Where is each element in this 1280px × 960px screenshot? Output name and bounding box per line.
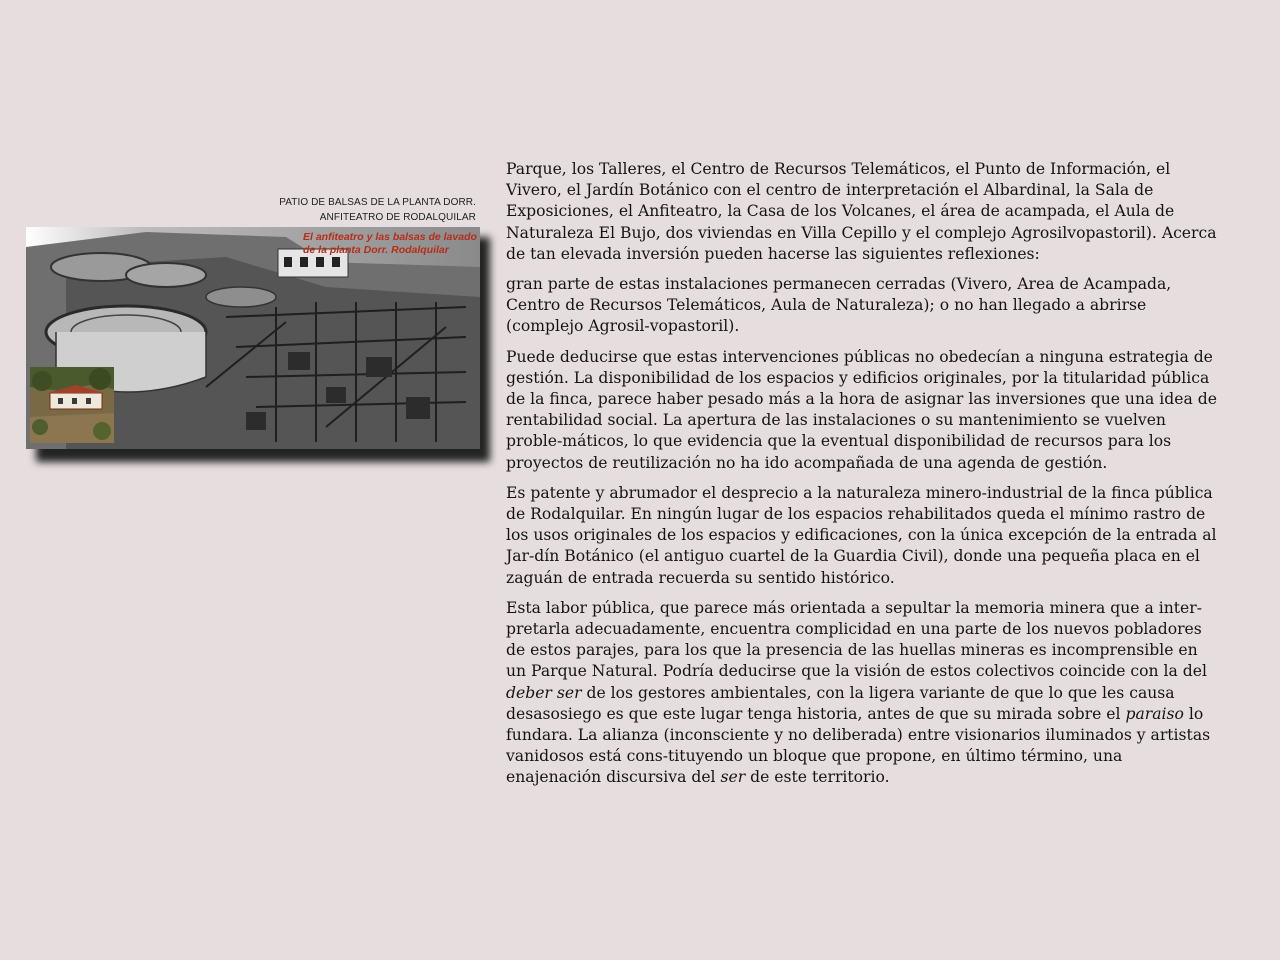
paragraph-2: gran parte de estas instalaciones permanecen cerradas (Vivero, Area de Acampada, Centro de Recursos Telemáticos, Aula de Naturaleza); o no han llegado a abrirse (complejo Agrosil-vopastoril). (506, 275, 1172, 336)
inset-photo (30, 367, 114, 443)
paragraph-5-part-4: de este territorio. (745, 768, 890, 787)
overlay-line-2: de la planta Dorr. Rodalquilar (303, 244, 449, 256)
overlay-line-1: El anfiteatro y las balsas de lavado (303, 231, 477, 243)
caption-line-1: PATIO DE BALSAS DE LA PLANTA DORR. (279, 197, 476, 208)
inset-landscape (30, 367, 114, 443)
paragraph-3: Puede deducirse que estas intervenciones públicas no obedecían a ninguna estrategia de gestión. La disponibilidad de los espacios y edificios originales, por la titularidad pública de la finca, parece haber pesado más a la hora de asignar las inversiones que una idea de rentabilidad social. La apertura de las instalaciones o su mantenimiento se vuelven proble-máticos, lo que evidencia que la eventual disponibilidad de recursos para los proyectos de reutilización no ha ido acompañada de una agenda de gestión. (506, 347, 1217, 472)
photo-frame (26, 227, 480, 449)
paragraph-1: Parque, los Talleres, el Centro de Recursos Telemáticos, el Punto de Información, el Vivero, el Jardín Botánico con el centro de interpretación el Albardinal, la Sala de Exposiciones, el Anfiteatro, la Casa de los Volcanes, el área de acampada, el Aula de Naturaleza El Bujo, dos viviendas en Villa Cepillo y el complejo Agrosilvopastoril). Acerca de tan elevada inversión pueden hacerse las siguientes reflexiones: (506, 160, 1217, 263)
paragraph-5-part-2: de los gestores ambientales, con la ligera variante de que lo que les causa desasosiego es que este lugar tenga historia, antes de que su mirada sobre el (506, 683, 1175, 723)
paragraph-5 (506, 598, 1222, 789)
caption-line-2: ANFITEATRO DE RODALQUILAR (319, 212, 476, 223)
article-body (506, 159, 1222, 798)
paragraph-5-part-3: lo fundara. La alianza (inconsciente y no deliberada) entre visionarios iluminados y artistas vanidosos está cons-tituyendo un bloque que propone, en último término, una enajenación discursiva del (506, 704, 1211, 787)
emphasis-paraiso: paraiso (1125, 704, 1184, 723)
photo-overlay-title (303, 231, 478, 257)
emphasis-deber-ser: deber ser (506, 683, 582, 702)
paragraph-5-part-1: Esta labor pública, que parece más orientada a sepultar la memoria minera que a inter-pretarla adecuadamente, encuentra complicidad en una parte de los nuevos pobladores de estos parajes, para los que la presencia de las huellas mineras es incomprensible en un Parque Natural. Podría deducirse que la visión de estos colectivos coincide con la del (506, 598, 1207, 681)
paragraph-4: Es patente y abrumador el desprecio a la naturaleza minero-industrial de la finca pública de Rodalquilar. En ningún lugar de los espacios rehabilitados queda el mínimo rastro de los usos originales de los espacios y edificaciones, con la única excepción de la entrada al Jar-dín Botánico (el antiguo cuartel de la Guardia Civil), donde una pequeña placa en el zaguán de entrada recuerda su sentido histórico. (506, 483, 1217, 587)
emphasis-ser: ser (720, 768, 746, 787)
photo-caption (236, 195, 476, 225)
mine-photo (26, 227, 480, 449)
